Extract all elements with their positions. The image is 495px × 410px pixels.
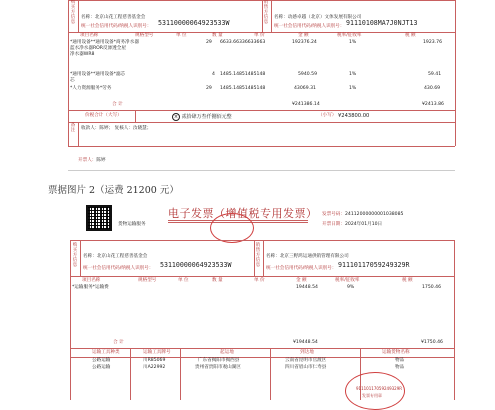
transport-header-origin: 起运地: [220, 350, 234, 355]
invoice-1-seller-tax-label: 统一社会信用代码/纳税人识别号：: [274, 24, 345, 29]
invoice-2-buyer-side-label: 购买方信息: [72, 243, 78, 268]
invoice-1-header-rate: 税率/征收率: [337, 33, 362, 38]
invoice-2-seller-tax-label: 统一社会信用代码/纳税人识别号：: [266, 266, 337, 271]
invoice-2-item-amount: 19448.54: [296, 285, 318, 290]
invoice-1-item-qty: 4: [212, 72, 215, 77]
invoice-2-item-tax: 1750.46: [422, 285, 441, 290]
invoice-2-right-border: [454, 240, 455, 400]
qr-code: [86, 205, 112, 231]
invoice-2-item-rate: 9%: [347, 285, 355, 290]
invoice-2-buyer-tax-label: 统一社会信用代码/纳税人识别号：: [83, 266, 154, 271]
transport-cell: 公路运输: [92, 365, 111, 370]
invoice-1-remark-side: 备注: [70, 123, 76, 133]
invoice-2-seal-text: 91110117059249329R: [356, 386, 403, 391]
invoice-1-grand-label: 价税合计（大写）: [85, 113, 122, 118]
invoice-1-item-amount: 5940.59: [298, 72, 317, 77]
invoice-2-buyer-tax-id: 53110000064923533W: [160, 261, 232, 269]
invoice-2-divider: [70, 348, 454, 349]
invoice-2-divider: [180, 348, 181, 400]
invoice-1-item-price: 6633.66336633663: [220, 40, 266, 45]
invoice-1-item-price: 1485.14851485148: [220, 86, 266, 91]
invoice-2-no-label: [322, 212, 403, 218]
invoice-1-seller-tax-id: 91110108MA7J0NJT13: [346, 19, 418, 27]
invoice-2-date-label: [322, 222, 382, 228]
invoice-1-buyer-tax-label: 统一社会信用代码/纳税人识别号：: [81, 24, 152, 29]
invoice-2-seller-tax-id: 91110117059249329R: [338, 261, 410, 269]
transport-cell: 物品: [395, 358, 405, 363]
invoice-2-date-label-text: 开票日期：: [322, 222, 345, 227]
transport-cell: 贵州省贵阳市观山湖区: [195, 365, 241, 370]
invoice-1-item-rate: 1%: [349, 72, 357, 77]
invoice-2-divider: [130, 348, 131, 400]
invoice-2-header-name: 项目名称: [82, 278, 101, 283]
invoice-1-divider: [135, 110, 136, 122]
invoice-1-item-name: *通用设备**通用设备*滤芯: [70, 72, 126, 77]
invoice-1-grand-words-text: 贰拾肆万叁仟捌佰元整: [181, 114, 232, 120]
invoice-1-buyer-name: 名称：北京山花工程慈善基金会: [81, 15, 146, 20]
invoice-2-divider: [80, 240, 81, 276]
invoice-1-seller-name: 名称：动感卓越（北京）文体发展有限公司: [274, 15, 362, 20]
invoice-1-item-name-cont: 芯: [70, 78, 75, 83]
invoice-1-bottom-border: [68, 146, 455, 147]
transport-header-type: 运输工具种类: [92, 350, 120, 355]
invoice-1-header-qty: 数 量: [212, 33, 223, 38]
invoice-2-service-label: 货物运输服务: [118, 222, 146, 227]
invoice-1-item-rate: 1%: [349, 40, 357, 45]
transport-cell: 四川省眉山市仁寿县: [285, 365, 327, 370]
invoice-1-item-amount: 43069.31: [294, 86, 316, 91]
transport-header-dest: 到达地: [300, 350, 314, 355]
invoice-2-total-label: 合 计: [113, 340, 124, 345]
invoice-1-buyer-side-label: 购买方信息: [70, 0, 76, 25]
transport-cell: 川A22992: [143, 365, 166, 370]
invoice-2-top-border: [70, 240, 454, 241]
invoice-2-seal-label: 发票专用章: [362, 393, 382, 398]
invoice-2-item-name: *运输服务*运输费: [72, 285, 109, 290]
invoice-1-divider: [68, 110, 455, 111]
invoice-1-divider: [271, 0, 272, 32]
invoice-1-divider: [68, 122, 455, 123]
page-edge: [68, 170, 455, 171]
invoice-1-right-border: [455, 0, 456, 146]
caption: 票据图片 2（运费 21200 元）: [48, 185, 179, 196]
invoice-1-item-tax: 1923.76: [423, 40, 442, 45]
invoice-1-issuer-label-text: 开票人：: [78, 158, 97, 163]
transport-header-plate: 运输工具牌号: [143, 350, 171, 355]
invoice-2-no: 24112000000001038085: [344, 212, 404, 217]
invoice-2-buyer-name: 名称：北京山花工程慈善基金会: [83, 254, 148, 259]
invoice-2-header-tax: 税 额: [402, 278, 413, 283]
invoice-2-seller-name: 名称：北京三野鸿运通供销管理有限公司: [266, 254, 349, 259]
invoice-1-item-price: 1485.14851485148: [220, 72, 266, 77]
invoice-1-header-unit: 单 位: [176, 33, 187, 38]
invoice-1-divider: [78, 122, 79, 146]
transport-cell: 物品: [395, 365, 405, 370]
invoice-1-grand-small-label: （小写）: [318, 113, 337, 118]
invoice-1-item-name: *通用设备**通用设备*商务净水器: [70, 40, 139, 45]
invoice-1-issuer-label: [78, 158, 106, 164]
invoice-2-seller-side-label: 销售方信息: [255, 243, 261, 268]
invoice-2-top-seal: [210, 213, 254, 243]
invoice-1-total-label: 合 计: [112, 102, 123, 107]
invoice-1-item-qty: 29: [206, 40, 212, 45]
invoice-2-no-label-text: 发票号码：: [322, 212, 345, 217]
invoice-1-total-tax: ¥2413.86: [422, 102, 444, 107]
invoice-1-header-price: 单 价: [254, 33, 265, 38]
invoice-2-header-amount: 金 额: [296, 278, 307, 283]
invoice-2-divider: [263, 240, 264, 276]
transport-cell: 广东省揭阳市揭西县: [198, 358, 240, 363]
invoice-2-header-spec: 规格型号: [138, 278, 157, 283]
invoice-2-header-qty: 数 量: [212, 278, 223, 283]
invoice-1-seller-side-label: 销售方信息: [263, 0, 269, 25]
invoice-1-item-qty: 29: [206, 86, 212, 91]
invoice-1-issuer: 陈婷: [96, 158, 106, 163]
invoice-2-header-price: 单 价: [254, 278, 265, 283]
invoice-1-grand-words: [172, 113, 232, 121]
invoice-2-divider: [270, 348, 271, 400]
invoice-1-total-amount: ¥241386.14: [292, 102, 320, 107]
invoice-2-divider: [70, 276, 454, 277]
invoice-1-item-name: 蓝水净水器ROR反渗透全屋 净水器WR8: [70, 46, 126, 57]
transport-cell: 公路运输: [92, 358, 111, 363]
invoice-1-item-name: *人力资源服务*劳务: [70, 86, 112, 91]
invoice-2-header-rate: 税率/征收率: [335, 278, 360, 283]
invoice-1-divider: [78, 0, 79, 32]
invoice-2-header-unit: 单 位: [178, 278, 189, 283]
invoice-1-item-tax: 59.41: [428, 72, 442, 77]
transport-cell: 云南省昆明市官渡区: [285, 358, 327, 363]
invoice-1-header-spec: 规格型号: [135, 33, 154, 38]
invoice-1-remark: 收款人：陈婷； 复核人：汝晓慧；: [81, 126, 152, 131]
invoice-1-header-amount: 金 额: [298, 33, 309, 38]
invoice-1-left-border: [68, 0, 69, 146]
cross-circle-icon: ×: [173, 114, 179, 120]
transport-header-goods: 运输货物名称: [382, 350, 410, 355]
invoice-2-total-amount: ¥19448.54: [293, 340, 318, 345]
invoice-1-buyer-tax-id: 53110000064923533W: [158, 19, 230, 27]
invoice-2-title: 电子发票（增值税专用发票）: [168, 207, 318, 220]
invoice-1-grand-small: ¥243800.00: [338, 113, 370, 119]
invoice-1-item-rate: 1%: [349, 86, 357, 91]
invoice-1-item-tax: 430.69: [424, 86, 441, 91]
invoice-2-left-border: [70, 240, 71, 400]
invoice-1-header-name: 项目名称: [80, 33, 99, 38]
invoice-2-date: 2024年01月10日: [344, 222, 383, 227]
invoice-1-item-amount: 192376.24: [292, 40, 317, 45]
invoice-1-header-tax: 税 额: [405, 33, 416, 38]
transport-cell: 川R85069: [143, 358, 166, 363]
invoice-2-total-tax: ¥1750.46: [421, 340, 443, 345]
